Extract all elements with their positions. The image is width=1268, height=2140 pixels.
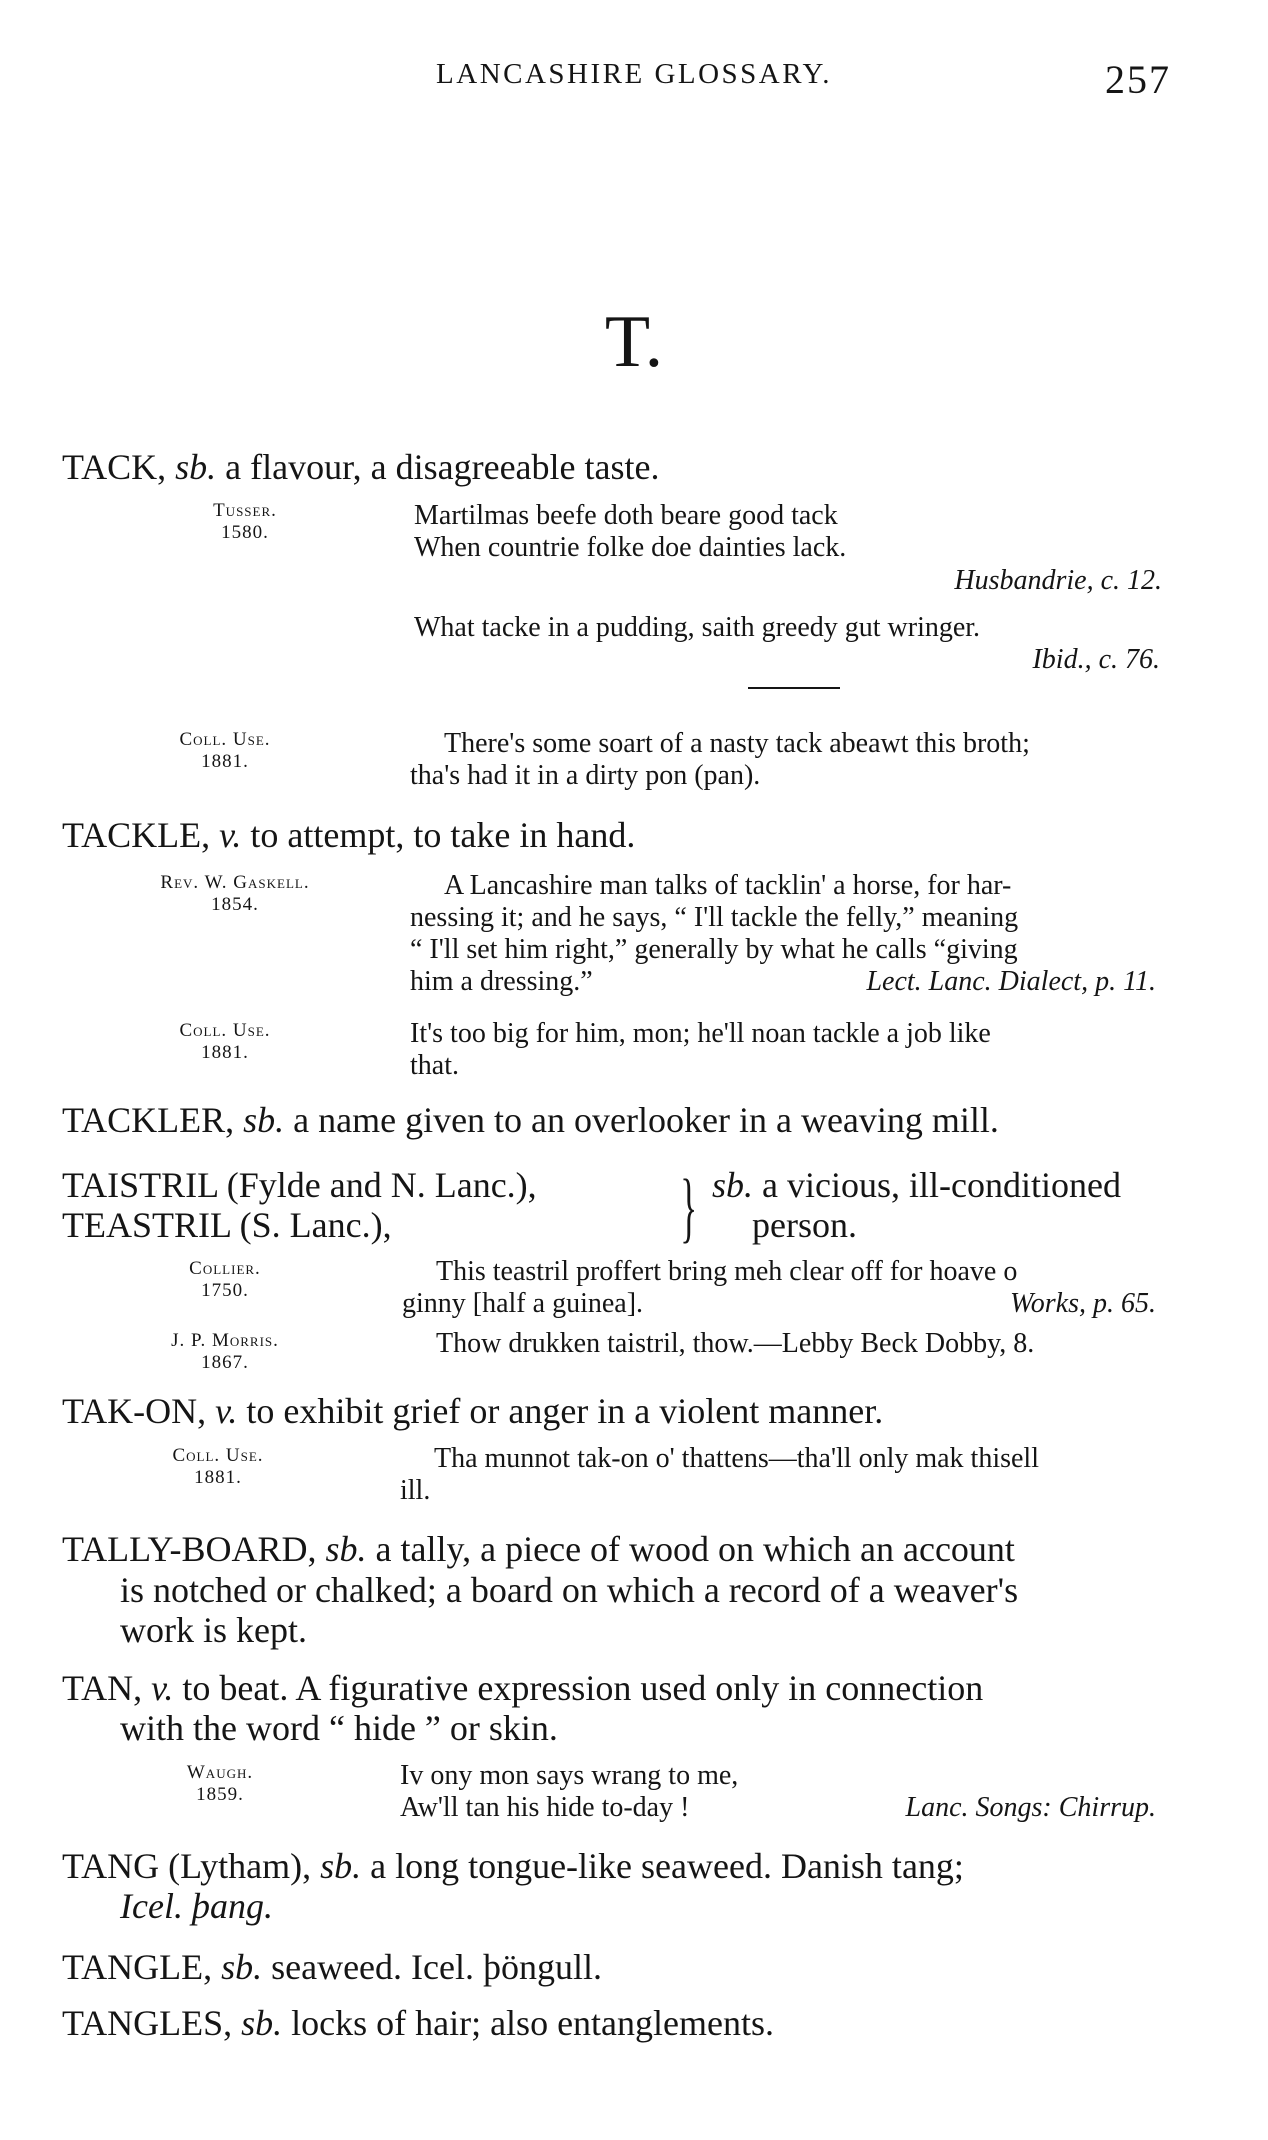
entry-tangle bbox=[62, 1947, 602, 1987]
quote-line: When countrie folke doe dainties lack. bbox=[414, 532, 847, 563]
part-of-speech: v. bbox=[215, 1391, 238, 1431]
part-of-speech: sb. bbox=[221, 1947, 263, 1987]
quote-line: “ I'll set him right,” generally by what he calls “giving bbox=[410, 934, 1018, 965]
quote-reference: Ibid., c. 76. bbox=[1032, 644, 1160, 675]
quote-line: him a dressing.” bbox=[410, 966, 593, 997]
part-of-speech: sb. bbox=[241, 2003, 283, 2043]
definition: sb. a vicious, ill-conditioned bbox=[712, 1165, 1121, 1205]
headword: TANG (Lytham), bbox=[62, 1846, 312, 1886]
quote-line: There's some soart of a nasty tack abeawt this broth; bbox=[444, 728, 1030, 759]
definition-continued: person. bbox=[752, 1205, 857, 1245]
definition: a tally, a piece of wood on which an account bbox=[375, 1529, 1015, 1569]
headword: TACKLER, bbox=[62, 1100, 235, 1140]
quote-source: J. P. Morris. 1867. bbox=[171, 1330, 279, 1373]
part-of-speech: sb. bbox=[712, 1165, 754, 1205]
quote-line: What tacke in a pudding, saith greedy gut wringer. bbox=[414, 612, 981, 643]
quote-line: that. bbox=[410, 1050, 459, 1081]
headword: TAN, bbox=[62, 1668, 143, 1708]
quote-line: Aw'll tan his hide to-day ! bbox=[400, 1792, 690, 1823]
entry-tack bbox=[62, 447, 659, 487]
entry-tangles bbox=[62, 2003, 774, 2043]
definition: to exhibit grief or anger in a violent manner. bbox=[246, 1391, 884, 1431]
quote-line: This teastril proffert bring meh clear off for hoave o bbox=[436, 1256, 1018, 1287]
definition: a flavour, a disagreeable taste. bbox=[225, 447, 660, 487]
quote-source: Coll. Use. 1881. bbox=[179, 1020, 271, 1063]
headword: TACK, bbox=[62, 447, 167, 487]
headword-taistril: TAISTRIL (Fylde and N. Lanc.), bbox=[62, 1165, 537, 1205]
entry-tang bbox=[62, 1846, 964, 1886]
separator-rule bbox=[748, 687, 840, 689]
quote-line: ginny [half a guinea]. bbox=[402, 1288, 644, 1319]
entry-tally-board bbox=[62, 1529, 1015, 1569]
entry-takon bbox=[62, 1391, 883, 1431]
headword-teastril: TEASTRIL (S. Lanc.), bbox=[62, 1205, 392, 1245]
quote-reference: Lanc. Songs: Chirrup. bbox=[905, 1792, 1156, 1823]
definition-continued: with the word “ hide ” or skin. bbox=[120, 1708, 558, 1748]
quote-line: tha's had it in a dirty pon (pan). bbox=[410, 760, 761, 791]
definition: to beat. A figurative expression used only in connection bbox=[182, 1668, 984, 1708]
quote-line: nessing it; and he says, “ I'll tackle the felly,” meaning bbox=[410, 902, 1019, 933]
quote-source: Rev. W. Gaskell. 1854. bbox=[160, 872, 310, 915]
quote-reference: Lect. Lanc. Dialect, p. 11. bbox=[866, 966, 1156, 997]
quote-source: Tusser. 1580. bbox=[213, 500, 277, 543]
quote-line: Tha munnot tak-on o' thattens—tha'll only mak thisell bbox=[434, 1443, 1039, 1474]
part-of-speech: v. bbox=[151, 1668, 174, 1708]
headword: TACKLE, bbox=[62, 815, 211, 855]
quote-line: Thow drukken taistril, thow.—Lebby Beck Dobby, 8. bbox=[436, 1328, 1035, 1359]
definition-continued: is notched or chalked; a board on which a record of a weaver's bbox=[120, 1570, 1019, 1610]
quote-reference: Works, p. 65. bbox=[1010, 1288, 1156, 1319]
running-head: LANCASHIRE GLOSSARY. bbox=[436, 58, 832, 90]
quote-source: Coll. Use. 1881. bbox=[172, 1445, 264, 1488]
entry-tackler bbox=[62, 1100, 999, 1140]
definition: a name given to an overlooker in a weaving mill. bbox=[293, 1100, 999, 1140]
quote-source: Collier. 1750. bbox=[189, 1258, 261, 1301]
section-letter: T. bbox=[604, 301, 664, 383]
definition: seaweed. Icel. þöngull. bbox=[271, 1947, 602, 1987]
definition: to attempt, to take in hand. bbox=[250, 815, 636, 855]
quote-line: Iv ony mon says wrang to me, bbox=[400, 1760, 739, 1791]
definition: a long tongue-like seaweed. Danish tang; bbox=[370, 1846, 964, 1886]
entry-tackle bbox=[62, 815, 635, 855]
part-of-speech: v. bbox=[219, 815, 242, 855]
definition-continued: work is kept. bbox=[120, 1610, 307, 1650]
headword: TANGLE, bbox=[62, 1947, 213, 1987]
definition: locks of hair; also entanglements. bbox=[291, 2003, 774, 2043]
part-of-speech: sb. bbox=[320, 1846, 362, 1886]
entry-tan bbox=[62, 1668, 983, 1708]
quote-source: Waugh. 1859. bbox=[186, 1762, 254, 1805]
quote-line: Martilmas beefe doth beare good tack bbox=[414, 500, 838, 531]
quote-line: It's too big for him, mon; he'll noan tackle a job like bbox=[410, 1018, 991, 1049]
headword: TAK-ON, bbox=[62, 1391, 207, 1431]
headword: TALLY-BOARD, bbox=[62, 1529, 317, 1569]
part-of-speech: sb. bbox=[243, 1100, 285, 1140]
page-number: 257 bbox=[1105, 57, 1171, 102]
quote-reference: Husbandrie, c. 12. bbox=[954, 565, 1162, 596]
definition-continued: Icel. þang. bbox=[120, 1886, 273, 1926]
quote-line: A Lancashire man talks of tacklin' a horse, for har- bbox=[444, 870, 1012, 901]
quote-line: ill. bbox=[400, 1475, 431, 1506]
quote-source: Coll. Use. 1881. bbox=[179, 729, 271, 772]
part-of-speech: sb. bbox=[175, 447, 217, 487]
part-of-speech: sb. bbox=[325, 1529, 367, 1569]
headword: TANGLES, bbox=[62, 2003, 233, 2043]
brace: } bbox=[680, 1163, 698, 1250]
